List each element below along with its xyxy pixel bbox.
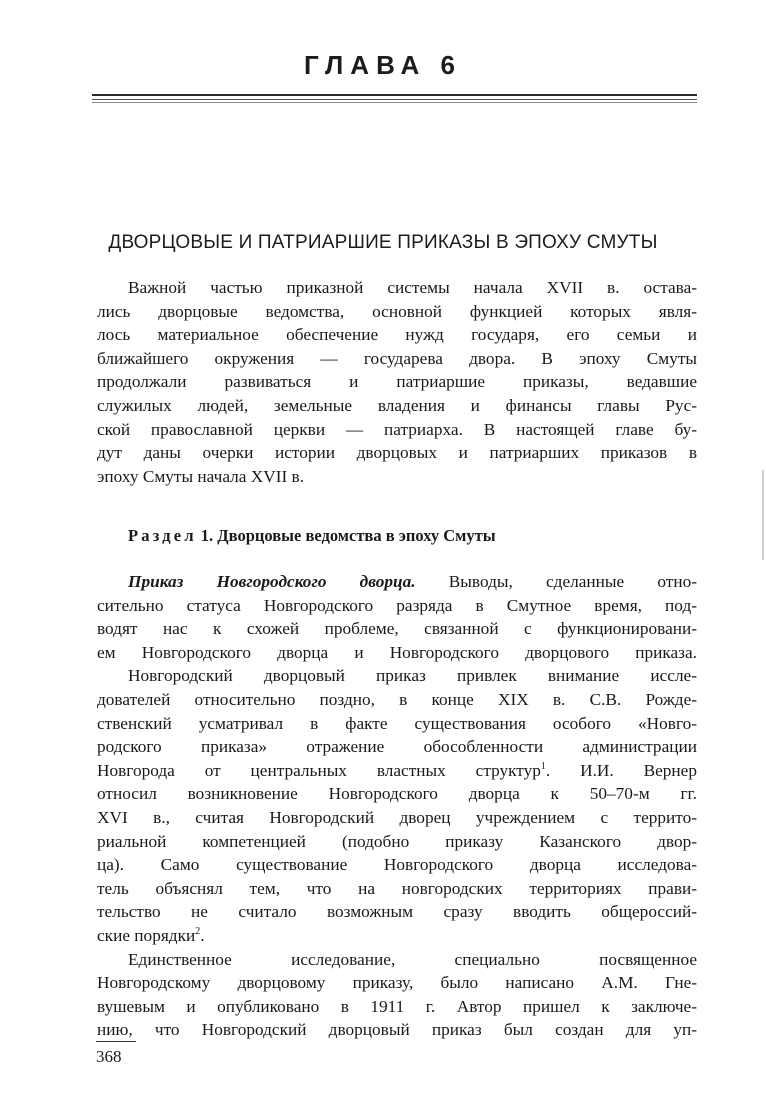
text-line bbox=[97, 924, 697, 948]
text-segment: . И.И. Вернер bbox=[545, 760, 697, 780]
text-line: тель объяснял тем, что на новгородских территориях прави- bbox=[97, 878, 697, 898]
chapter-rule-thin bbox=[92, 99, 697, 100]
scan-edge-mark bbox=[762, 470, 764, 560]
text-line: эпоху Смуты начала XVII в. bbox=[97, 466, 305, 486]
text-line bbox=[97, 759, 697, 783]
text-line: Единственное исследование, специально посвященное bbox=[128, 949, 697, 969]
text-line: тельство не считало возможным сразу вводить общероссий- bbox=[97, 902, 697, 922]
page-number-rule bbox=[96, 1041, 136, 1042]
footnote-marker: 1 bbox=[540, 760, 546, 772]
text-line: лось материальное обеспечение нужд государя, его семьи и bbox=[97, 325, 697, 345]
text-line: дут даны очерки истории дворцовых и патриарших приказов в bbox=[97, 443, 697, 463]
subsection-label: Раздел bbox=[128, 526, 197, 545]
chapter-rule-thick bbox=[92, 94, 697, 96]
text-line: служилых людей, земельные владения и финансы главы Рус- bbox=[97, 395, 697, 415]
run-in-heading: Приказ Новгородского дворца. bbox=[128, 572, 416, 591]
text-line: ской православной церкви — патриарха. В настоящей главе бу- bbox=[97, 419, 697, 439]
text-line: относил возникновение Новгородского дворца к 50–70-м гг. bbox=[97, 784, 697, 804]
text-line: ближайшего окружения — государева двора. В эпоху Смуты bbox=[97, 348, 697, 368]
text-line: продолжали развиваться и патриаршие приказы, ведавшие bbox=[97, 372, 697, 392]
text-line: XVI в., считая Новгородский дворец учреждением с террито- bbox=[97, 807, 697, 827]
text-segment: Новгорода от центральных властных структур bbox=[97, 760, 541, 780]
text-line: Новгородский дворцовый приказ привлек внимание иссле- bbox=[128, 666, 697, 686]
text-line: водят нас к схожей проблеме, связанной с функционировани- bbox=[97, 619, 697, 639]
page-number: 368 bbox=[96, 1047, 122, 1066]
intro-paragraph bbox=[97, 276, 697, 488]
text-segment: Выводы, сделанные отно- bbox=[415, 572, 697, 591]
text-line: сительно статуса Новгородского разряда в Смутное время, под- bbox=[97, 595, 697, 615]
body-text bbox=[97, 570, 697, 1042]
text-segment: . bbox=[200, 925, 205, 945]
text-line: ственский усматривал в факте существования особого «Новго- bbox=[97, 713, 697, 733]
chapter-title: ГЛАВА 6 bbox=[303, 50, 463, 80]
text-line: ца). Само существование Новгородского дворца исследова- bbox=[97, 855, 697, 875]
text-line: дователей относительно поздно, в конце XIX в. С.В. Рожде- bbox=[97, 689, 697, 709]
footnote-marker: 2 bbox=[195, 926, 201, 938]
text-line: лись дворцовые ведомства, основной функцией которых явля- bbox=[97, 301, 697, 321]
text-segment: ские порядки bbox=[97, 925, 196, 945]
text-line: Новгородскому дворцовому приказу, было написано А.М. Гне- bbox=[97, 973, 697, 993]
section-heading: ДВОРЦОВЫЕ И ПАТРИАРШИЕ ПРИКАЗЫ В ЭПОХУ СМУТЫ bbox=[108, 232, 658, 253]
text-line: риальной компетенцией (подобно приказу Казанского двор- bbox=[97, 831, 697, 851]
text-line: нию, что Новгородский дворцовый приказ был создан для уп- bbox=[97, 1020, 697, 1040]
text-line: вушевым и опубликовано в 1911 г. Автор пришел к заключе- bbox=[97, 996, 697, 1016]
text-line bbox=[97, 570, 697, 594]
text-line: родского приказа» отражение обособленности администрации bbox=[97, 737, 697, 757]
chapter-rule-hairline bbox=[92, 102, 697, 103]
subsection-heading bbox=[128, 526, 496, 546]
text-line: ем Новгородского дворца и Новгородского дворцового приказа. bbox=[97, 642, 697, 662]
text-line: Важной частью приказной системы начала XVII в. остава- bbox=[128, 278, 697, 297]
subsection-title: 1. Дворцовые ведомства в эпоху Смуты bbox=[200, 526, 496, 545]
